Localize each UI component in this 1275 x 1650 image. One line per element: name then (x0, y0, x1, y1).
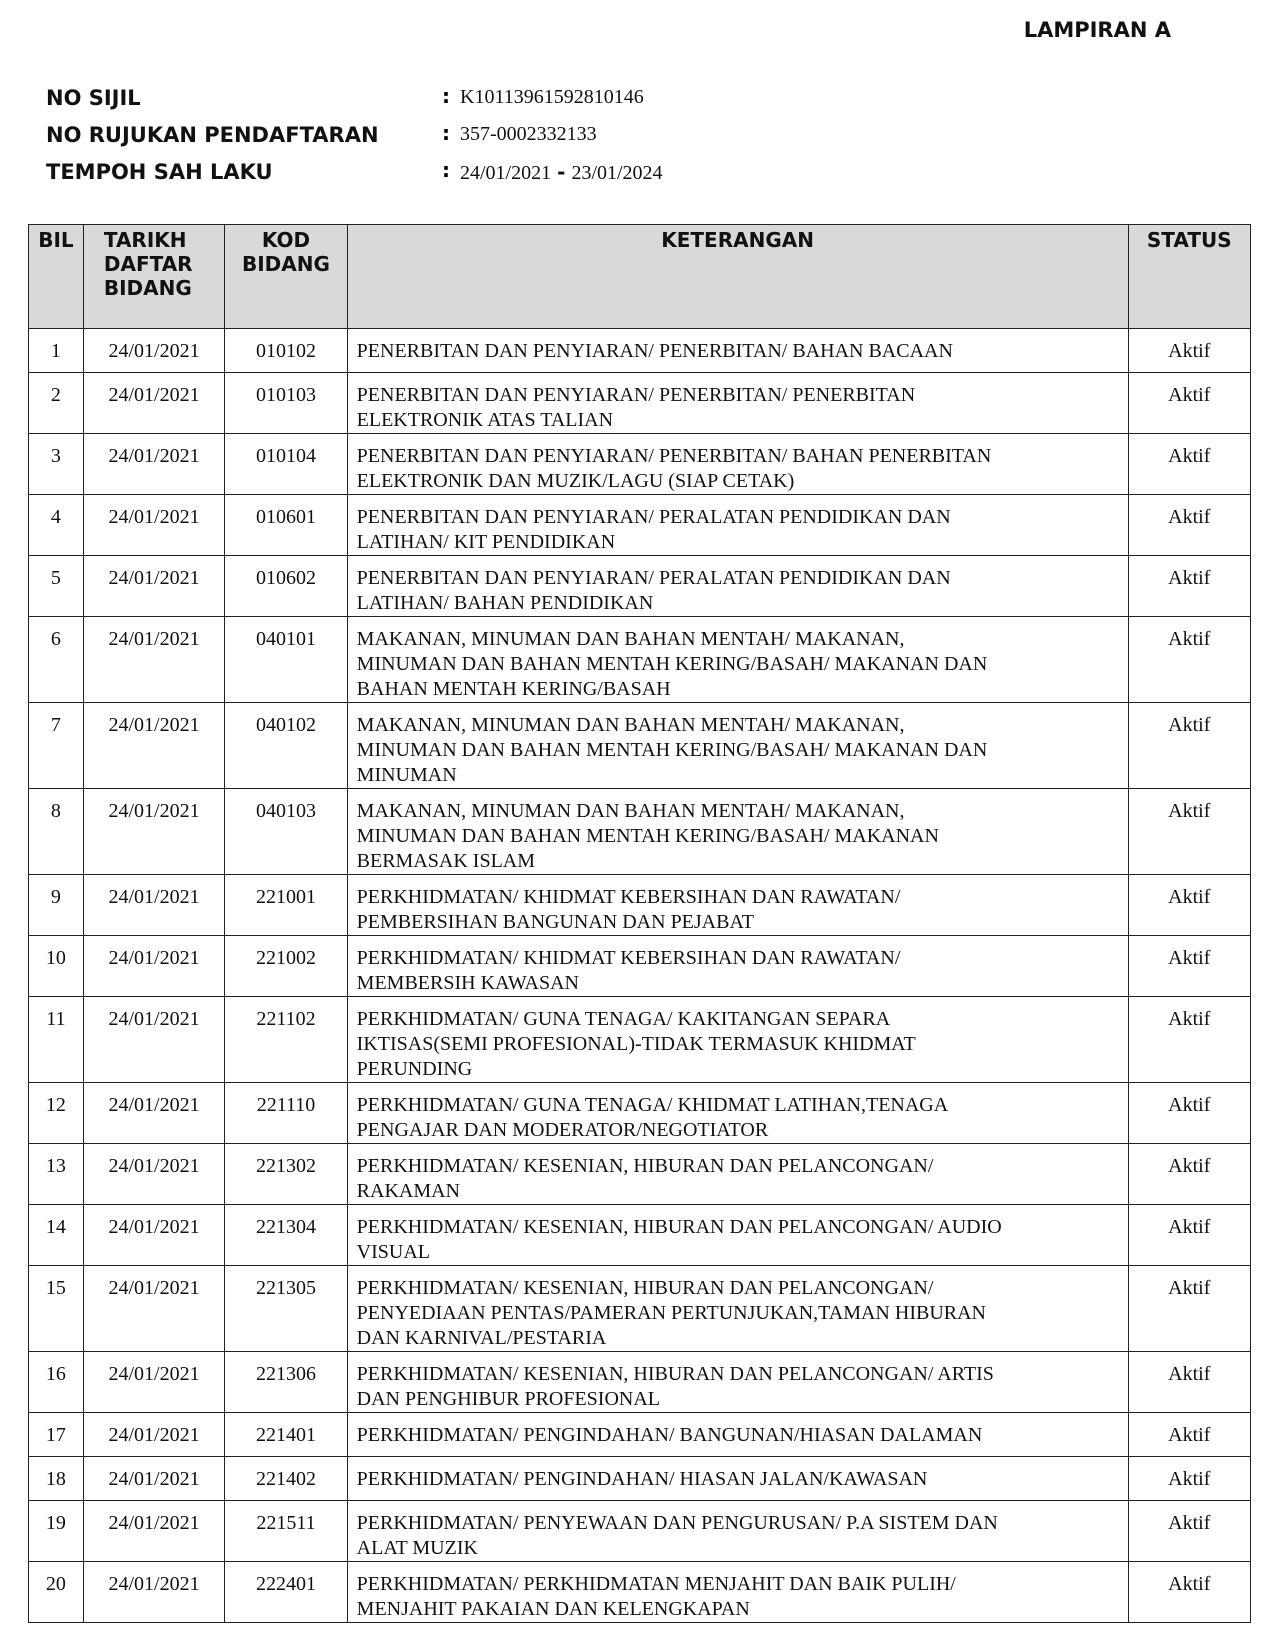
cell-keterangan (347, 1457, 1128, 1501)
cell-tarikh: 24/01/2021 (83, 329, 224, 373)
table-row (29, 1562, 1251, 1623)
table-row (29, 1083, 1251, 1144)
cell-tarikh: 24/01/2021 (83, 495, 224, 556)
table-row (29, 617, 1251, 703)
table-row (29, 1266, 1251, 1352)
table-row (29, 789, 1251, 875)
cell-tarikh: 24/01/2021 (83, 1457, 224, 1501)
table-row (29, 703, 1251, 789)
keterangan-line: LATIHAN/ KIT PENDIDIKAN (356, 531, 616, 553)
header-tarikh (83, 225, 224, 329)
keterangan-line: PENERBITAN DAN PENYIARAN/ PENERBITAN/ PENERBITAN (356, 384, 916, 406)
cell-bil: 10 (29, 936, 84, 997)
keterangan-line: PERKHIDMATAN/ PERKHIDMATAN MENJAHIT DAN BAIK PULIH/ (356, 1573, 956, 1595)
cell-status: Aktif (1128, 1562, 1250, 1623)
keterangan-line: PENERBITAN DAN PENYIARAN/ PERALATAN PENDIDIKAN DAN (356, 506, 951, 528)
cell-bil: 20 (29, 1562, 84, 1623)
cell-bil: 17 (29, 1413, 84, 1457)
cell-tarikh: 24/01/2021 (83, 1205, 224, 1266)
cell-bil: 16 (29, 1352, 84, 1413)
keterangan-line: BERMASAK ISLAM (356, 850, 536, 872)
cell-bil: 4 (29, 495, 84, 556)
cell-status: Aktif (1128, 373, 1250, 434)
cell-bil: 3 (29, 434, 84, 495)
cell-keterangan (347, 997, 1128, 1083)
keterangan-line: PERKHIDMATAN/ KESENIAN, HIBURAN DAN PELANCONGAN/ AUDIO (356, 1216, 1002, 1238)
cell-status: Aktif (1128, 329, 1250, 373)
cell-tarikh: 24/01/2021 (83, 875, 224, 936)
cell-keterangan (347, 373, 1128, 434)
cell-kod: 040102 (225, 703, 347, 789)
table-row (29, 373, 1251, 434)
keterangan-line: ALAT MUZIK (356, 1537, 478, 1559)
cell-kod: 221001 (225, 875, 347, 936)
cell-status: Aktif (1128, 1501, 1250, 1562)
header-tarikh-line: DAFTAR (103, 252, 193, 276)
cell-kod: 040101 (225, 617, 347, 703)
cell-bil: 6 (29, 617, 84, 703)
cell-status: Aktif (1128, 703, 1250, 789)
cell-bil: 14 (29, 1205, 84, 1266)
cell-kod: 010103 (225, 373, 347, 434)
cell-keterangan (347, 329, 1128, 373)
keterangan-line: PEMBERSIHAN BANGUNAN DAN PEJABAT (356, 911, 754, 933)
cell-status: Aktif (1128, 1457, 1250, 1501)
cell-bil: 7 (29, 703, 84, 789)
cell-bil: 12 (29, 1083, 84, 1144)
cell-status: Aktif (1128, 434, 1250, 495)
cell-tarikh: 24/01/2021 (83, 556, 224, 617)
cell-kod: 221305 (225, 1266, 347, 1352)
keterangan-line: MINUMAN DAN BAHAN MENTAH KERING/BASAH/ MAKANAN (356, 825, 939, 847)
keterangan-line: PERKHIDMATAN/ KESENIAN, HIBURAN DAN PELANCONGAN/ (356, 1277, 934, 1299)
keterangan-line: PERKHIDMATAN/ GUNA TENAGA/ KAKITANGAN SEPARA (356, 1008, 891, 1030)
table-row (29, 875, 1251, 936)
cell-kod: 010104 (225, 434, 347, 495)
cell-bil: 8 (29, 789, 84, 875)
info-value: K10113961592810146 (460, 86, 644, 108)
cell-tarikh: 24/01/2021 (83, 1413, 224, 1457)
keterangan-line: MAKANAN, MINUMAN DAN BAHAN MENTAH/ MAKANAN, (356, 628, 905, 650)
cell-status: Aktif (1128, 997, 1250, 1083)
header-bil: BIL (29, 225, 84, 329)
keterangan-line: ELEKTRONIK DAN MUZIK/LAGU (SIAP CETAK) (356, 470, 795, 492)
table-row (29, 1501, 1251, 1562)
keterangan-line: VISUAL (356, 1241, 430, 1263)
keterangan-line: PERKHIDMATAN/ KESENIAN, HIBURAN DAN PELANCONGAN/ ARTIS (356, 1363, 994, 1385)
keterangan-line: RAKAMAN (356, 1180, 460, 1202)
table-row (29, 495, 1251, 556)
date-to: 23/01/2024 (571, 162, 663, 184)
keterangan-line: PERKHIDMATAN/ PENGINDAHAN/ HIASAN JALAN/KAWASAN (356, 1468, 928, 1490)
header-status: STATUS (1128, 225, 1250, 329)
cell-status: Aktif (1128, 1083, 1250, 1144)
cell-keterangan (347, 1413, 1128, 1457)
table-row (29, 329, 1251, 373)
keterangan-line: PENERBITAN DAN PENYIARAN/ PENERBITAN/ BAHAN BACAAN (356, 340, 953, 362)
cell-status: Aktif (1128, 1144, 1250, 1205)
table-row (29, 556, 1251, 617)
cell-bil: 18 (29, 1457, 84, 1501)
info-label: NO RUJUKAN PENDAFTARAN (46, 123, 379, 147)
cell-keterangan (347, 936, 1128, 997)
info-colon: : (442, 158, 450, 182)
keterangan-line: PERKHIDMATAN/ KHIDMAT KEBERSIHAN DAN RAWATAN/ (356, 886, 901, 908)
cell-keterangan (347, 789, 1128, 875)
cell-keterangan (347, 1266, 1128, 1352)
keterangan-line: PENYEDIAAN PENTAS/PAMERAN PERTUNJUKAN,TAMAN HIBURAN (356, 1302, 986, 1324)
cell-kod: 010602 (225, 556, 347, 617)
info-colon: : (442, 84, 450, 108)
cell-status: Aktif (1128, 789, 1250, 875)
info-colon: : (442, 121, 450, 145)
cell-kod: 221401 (225, 1413, 347, 1457)
cell-bil: 9 (29, 875, 84, 936)
header-kod-line: BIDANG (241, 252, 330, 276)
cell-tarikh: 24/01/2021 (83, 1562, 224, 1623)
cell-keterangan (347, 1144, 1128, 1205)
cell-tarikh: 24/01/2021 (83, 1266, 224, 1352)
keterangan-line: MINUMAN DAN BAHAN MENTAH KERING/BASAH/ MAKANAN DAN (356, 739, 988, 761)
cell-bil: 19 (29, 1501, 84, 1562)
cell-keterangan (347, 1562, 1128, 1623)
cell-tarikh: 24/01/2021 (83, 703, 224, 789)
cell-keterangan (347, 1205, 1128, 1266)
keterangan-line: PERKHIDMATAN/ KESENIAN, HIBURAN DAN PELANCONGAN/ (356, 1155, 934, 1177)
table-row (29, 1457, 1251, 1501)
cell-kod: 040103 (225, 789, 347, 875)
cell-status: Aktif (1128, 1205, 1250, 1266)
cell-bil: 15 (29, 1266, 84, 1352)
cell-tarikh: 24/01/2021 (83, 936, 224, 997)
cell-kod: 010601 (225, 495, 347, 556)
cell-kod: 221306 (225, 1352, 347, 1413)
cell-status: Aktif (1128, 936, 1250, 997)
keterangan-line: ELEKTRONIK ATAS TALIAN (356, 409, 614, 431)
cell-keterangan (347, 1352, 1128, 1413)
cell-kod: 010102 (225, 329, 347, 373)
header-tarikh-line: BIDANG (103, 276, 192, 300)
keterangan-line: BAHAN MENTAH KERING/BASAH (356, 678, 671, 700)
cell-tarikh: 24/01/2021 (83, 1083, 224, 1144)
keterangan-line: MAKANAN, MINUMAN DAN BAHAN MENTAH/ MAKANAN, (356, 800, 905, 822)
cell-tarikh: 24/01/2021 (83, 1501, 224, 1562)
cell-tarikh: 24/01/2021 (83, 1144, 224, 1205)
cell-kod: 221402 (225, 1457, 347, 1501)
keterangan-line: MINUMAN (356, 764, 457, 786)
cell-keterangan (347, 556, 1128, 617)
cell-bil: 11 (29, 997, 84, 1083)
cell-status: Aktif (1128, 495, 1250, 556)
keterangan-line: PENGAJAR DAN MODERATOR/NEGOTIATOR (356, 1119, 769, 1141)
cell-keterangan (347, 617, 1128, 703)
table-row (29, 1144, 1251, 1205)
info-label: TEMPOH SAH LAKU (46, 160, 273, 184)
cell-kod: 221002 (225, 936, 347, 997)
info-label: NO SIJIL (46, 86, 141, 110)
cell-status: Aktif (1128, 556, 1250, 617)
cell-keterangan (347, 875, 1128, 936)
keterangan-line: PERKHIDMATAN/ GUNA TENAGA/ KHIDMAT LATIHAN,TENAGA (356, 1094, 949, 1116)
cell-status: Aktif (1128, 875, 1250, 936)
table-row (29, 1205, 1251, 1266)
cell-tarikh: 24/01/2021 (83, 1352, 224, 1413)
keterangan-line: MENJAHIT PAKAIAN DAN KELENGKAPAN (356, 1598, 750, 1620)
header-tarikh-line: TARIKH (103, 228, 187, 252)
keterangan-line: DAN PENGHIBUR PROFESIONAL (356, 1388, 661, 1410)
cell-status: Aktif (1128, 617, 1250, 703)
header-keterangan: KETERANGAN (347, 225, 1128, 329)
info-value: 357-0002332133 (460, 123, 597, 145)
table-row (29, 1352, 1251, 1413)
table-row (29, 1413, 1251, 1457)
cell-keterangan (347, 495, 1128, 556)
header-kod-line: KOD (261, 228, 311, 252)
cell-keterangan (347, 703, 1128, 789)
cell-bil: 1 (29, 329, 84, 373)
cell-status: Aktif (1128, 1266, 1250, 1352)
lampiran-label: LAMPIRAN A (1023, 18, 1171, 42)
table-row (29, 997, 1251, 1083)
cell-kod: 221511 (225, 1501, 347, 1562)
cell-bil: 13 (29, 1144, 84, 1205)
cell-tarikh: 24/01/2021 (83, 789, 224, 875)
keterangan-line: PERKHIDMATAN/ KHIDMAT KEBERSIHAN DAN RAWATAN/ (356, 947, 901, 969)
cell-kod: 222401 (225, 1562, 347, 1623)
cell-kod: 221302 (225, 1144, 347, 1205)
cell-kod: 221304 (225, 1205, 347, 1266)
table-row (29, 434, 1251, 495)
cell-keterangan (347, 1501, 1128, 1562)
keterangan-line: PERKHIDMATAN/ PENGINDAHAN/ BANGUNAN/HIASAN DALAMAN (356, 1424, 983, 1446)
keterangan-line: MAKANAN, MINUMAN DAN BAHAN MENTAH/ MAKANAN, (356, 714, 905, 736)
cell-keterangan (347, 434, 1128, 495)
cell-bil: 5 (29, 556, 84, 617)
keterangan-line: PERUNDING (356, 1058, 473, 1080)
cell-status: Aktif (1128, 1413, 1250, 1457)
table-header-row (29, 225, 1251, 329)
bidang-table (28, 224, 1251, 1623)
date-from: 24/01/2021 (460, 162, 552, 184)
cell-bil: 2 (29, 373, 84, 434)
range-dash: - (557, 160, 566, 184)
keterangan-line: PENERBITAN DAN PENYIARAN/ PERALATAN PENDIDIKAN DAN (356, 567, 951, 589)
keterangan-line: MINUMAN DAN BAHAN MENTAH KERING/BASAH/ MAKANAN DAN (356, 653, 988, 675)
keterangan-line: PERKHIDMATAN/ PENYEWAAN DAN PENGURUSAN/ P.A SISTEM DAN (356, 1512, 998, 1534)
keterangan-line: IKTISAS(SEMI PROFESIONAL)-TIDAK TERMASUK KHIDMAT (356, 1033, 916, 1055)
info-value-range (460, 160, 663, 185)
cell-tarikh: 24/01/2021 (83, 434, 224, 495)
cell-kod: 221110 (225, 1083, 347, 1144)
cell-tarikh: 24/01/2021 (83, 373, 224, 434)
cell-keterangan (347, 1083, 1128, 1144)
cell-tarikh: 24/01/2021 (83, 997, 224, 1083)
table-row (29, 936, 1251, 997)
keterangan-line: PENERBITAN DAN PENYIARAN/ PENERBITAN/ BAHAN PENERBITAN (356, 445, 992, 467)
cell-tarikh: 24/01/2021 (83, 617, 224, 703)
cell-kod: 221102 (225, 997, 347, 1083)
cell-status: Aktif (1128, 1352, 1250, 1413)
keterangan-line: LATIHAN/ BAHAN PENDIDIKAN (356, 592, 654, 614)
header-kod (225, 225, 347, 329)
keterangan-line: MEMBERSIH KAWASAN (356, 972, 579, 994)
keterangan-line: DAN KARNIVAL/PESTARIA (356, 1327, 607, 1349)
